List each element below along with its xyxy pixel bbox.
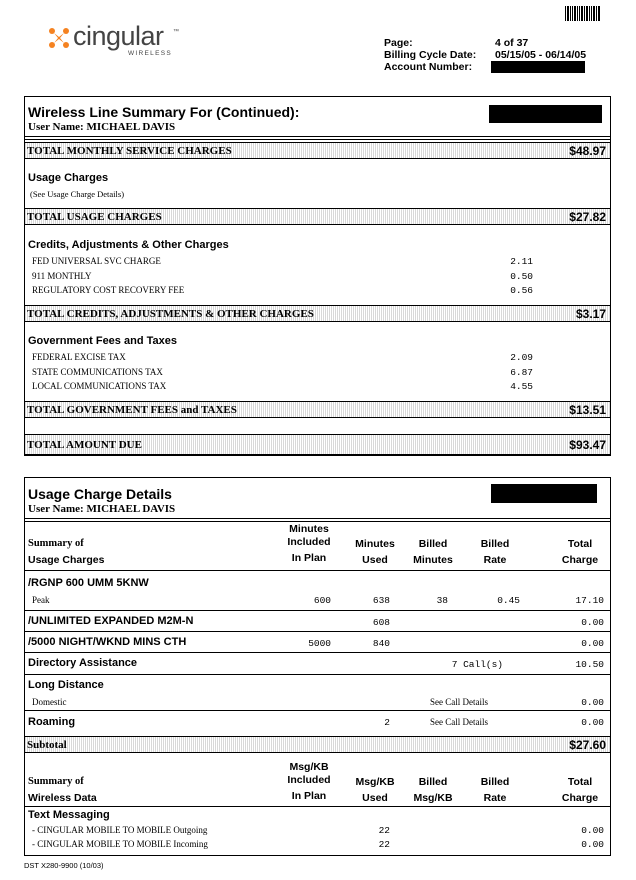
night-charge: 0.00 xyxy=(581,638,604,649)
peak-billed: 38 xyxy=(436,595,448,606)
billing-cycle-value: 05/15/05 - 06/14/05 xyxy=(495,49,587,61)
total-credits-row: TOTAL CREDITS, ADJUSTMENTS & OTHER CHARGES $3.17 xyxy=(25,305,610,322)
account-number-redacted xyxy=(491,61,585,73)
night-plan-name: /5000 NIGHT/WKND MINS CTH xyxy=(28,636,187,648)
col-billed-rate: Billed Rate xyxy=(480,538,510,566)
tm-charge: 0.00 xyxy=(581,839,604,850)
total-monthly-row: TOTAL MONTHLY SERVICE CHARGES $48.97 xyxy=(25,142,610,159)
credit-amount: 2.11 xyxy=(510,256,533,267)
roaming: Roaming xyxy=(28,716,76,728)
col-billed-minutes: Billed Minutes xyxy=(413,538,453,566)
col-minutes-included: Minutes Included In Plan xyxy=(287,523,331,564)
credit-amount: 0.56 xyxy=(510,285,533,296)
brand-sub: WIRELESS xyxy=(128,50,172,57)
tm-item: - CINGULAR MOBILE TO MOBILE Outgoing xyxy=(32,825,208,835)
gov-fee-item: LOCAL COMMUNICATIONS TAX xyxy=(32,381,167,391)
billing-cycle-label: Billing Cycle Date: xyxy=(384,49,477,61)
cingular-logo xyxy=(48,21,188,61)
line-summary-box xyxy=(24,96,611,456)
total-amount-due: $93.47 xyxy=(569,438,606,452)
gov-fee-amount: 6.87 xyxy=(510,367,533,378)
long-distance: Long Distance xyxy=(28,679,104,691)
peak-used: 638 xyxy=(372,595,390,606)
da-charge: 10.50 xyxy=(575,659,604,670)
credit-item: REGULATORY COST RECOVERY FEE xyxy=(32,285,185,295)
brand-name: cingular xyxy=(73,21,164,51)
total-monthly-amount: $48.97 xyxy=(569,144,606,158)
page-label: Page: xyxy=(384,37,413,49)
peak-rate: 0.45 xyxy=(497,595,520,606)
total-usage-row: TOTAL USAGE CHARGES $27.82 xyxy=(25,208,610,225)
gov-fee-item: STATE COMMUNICATIONS TAX xyxy=(32,367,163,377)
tm-charge: 0.00 xyxy=(581,825,604,836)
roaming-see-details: See Call Details xyxy=(430,717,488,727)
gov-fee-item: FEDERAL EXCISE TAX xyxy=(32,352,126,362)
col-summary-usage: Summary of Usage Charges xyxy=(28,538,105,566)
col-total-charge: Total Charge xyxy=(561,538,599,566)
details-user-name: User Name: MICHAEL DAVIS xyxy=(28,503,176,515)
peak-charge: 17.10 xyxy=(575,595,604,606)
summary-user-name: User Name: MICHAEL DAVIS xyxy=(28,121,176,133)
gov-fee-amount: 4.55 xyxy=(510,381,533,392)
ld-charge: 0.00 xyxy=(581,697,604,708)
credit-amount: 0.50 xyxy=(510,271,533,282)
roaming-used: 2 xyxy=(384,717,390,728)
plan-name: /RGNP 600 UMM 5KNW xyxy=(28,577,149,589)
usage-charges-heading: Usage Charges xyxy=(28,172,109,184)
cingular-x-icon xyxy=(48,27,70,49)
gov-fees-heading: Government Fees and Taxes xyxy=(28,335,177,347)
brand-tm: ™ xyxy=(173,29,179,35)
ld-see-details: See Call Details xyxy=(430,697,488,707)
roaming-charge: 0.00 xyxy=(581,717,604,728)
total-credits-amount: $3.17 xyxy=(575,307,606,321)
m2m-plan-name: /UNLIMITED EXPANDED M2M-N xyxy=(28,615,194,627)
total-gov-fees-row: TOTAL GOVERNMENT FEES and TAXES $13.51 xyxy=(25,401,610,418)
credit-item: FED UNIVERSAL SVC CHARGE xyxy=(32,256,161,266)
details-title: Usage Charge Details xyxy=(28,486,172,502)
text-messaging-heading: Text Messaging xyxy=(28,809,110,821)
account-number-label: Account Number: xyxy=(384,61,473,73)
page-value: 4 of 37 xyxy=(495,37,529,49)
subtotal-row: Subtotal $27.60 xyxy=(25,736,610,753)
details-line-redacted xyxy=(491,484,597,503)
peak-included: 600 xyxy=(313,595,331,606)
col-msg-used: Msg/KB Used xyxy=(355,776,395,804)
m2m-used: 608 xyxy=(372,617,390,628)
ld-domestic: Domestic xyxy=(32,697,67,707)
col-summary-data: Summary of Wireless Data xyxy=(28,776,97,804)
tm-used: 22 xyxy=(378,825,390,836)
subtotal-amount: $27.60 xyxy=(569,738,606,752)
tm-used: 22 xyxy=(378,839,390,850)
col-minutes-used: Minutes Used xyxy=(355,538,395,566)
credit-item: 911 MONTHLY xyxy=(32,271,92,281)
barcode xyxy=(565,6,601,21)
form-code: DST X280-9900 (10/03) xyxy=(24,861,104,870)
m2m-charge: 0.00 xyxy=(581,617,604,628)
usage-charges-note: (See Usage Charge Details) xyxy=(30,189,125,199)
col-msg-included: Msg/KB Included In Plan xyxy=(287,761,331,802)
col-billed-msg: Billed Msg/KB xyxy=(413,776,453,804)
total-amount-due-row: TOTAL AMOUNT DUE $93.47 xyxy=(25,434,610,455)
total-usage-amount: $27.82 xyxy=(569,210,606,224)
da-calls: 7 Call(s) xyxy=(451,659,503,670)
col-data-charge: Total Charge xyxy=(561,776,599,804)
tm-item: - CINGULAR MOBILE TO MOBILE Incoming xyxy=(32,839,208,849)
night-included: 5000 xyxy=(308,638,331,649)
peak-label: Peak xyxy=(32,595,50,605)
usage-details-box xyxy=(24,477,611,856)
gov-fee-amount: 2.09 xyxy=(510,352,533,363)
directory-assistance: Directory Assistance xyxy=(28,657,138,669)
credits-heading: Credits, Adjustments & Other Charges xyxy=(28,239,229,251)
total-gov-fees-amount: $13.51 xyxy=(569,403,606,417)
night-used: 840 xyxy=(372,638,390,649)
col-data-rate: Billed Rate xyxy=(480,776,510,804)
line-number-redacted xyxy=(489,105,602,123)
summary-title: Wireless Line Summary For (Continued): xyxy=(28,104,300,120)
